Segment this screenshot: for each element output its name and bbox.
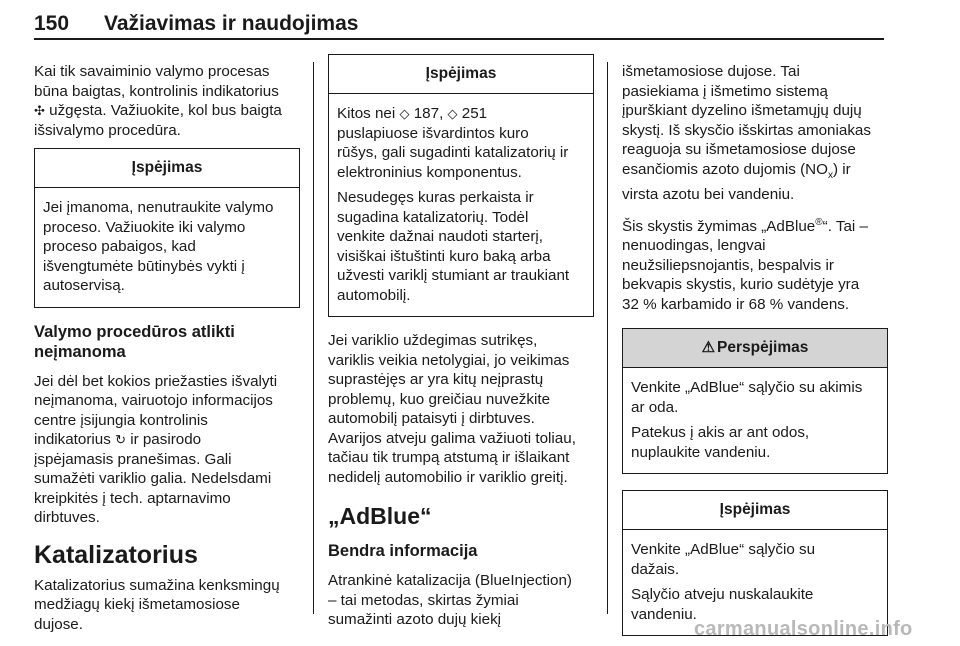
- caution-box-3: [622, 490, 888, 636]
- page-reference-arrow-icon: ◇: [447, 106, 458, 121]
- column-divider-2: [607, 62, 608, 614]
- page-reference-link[interactable]: 251: [461, 105, 488, 122]
- site-watermark: carmanualsonline.info: [694, 618, 913, 640]
- caution-box-2: [328, 54, 594, 317]
- column-3: [622, 62, 888, 646]
- caution-box-text: Jei įmanoma, nenutraukite valymo proceso. Važiuokite iki valymo proceso pabaigos, kad išvengtumėte būtinybės vykti į autoservisą.: [43, 199, 274, 294]
- caution-box-title: Įspėjimas: [329, 55, 593, 94]
- page-reference-arrow-icon: ◇: [399, 106, 410, 121]
- caution-box-text-2: Nesudegęs kuras perkaista ir sugadina katalizatorių. Todėl venkite dažnai naudoti starterį, visiškai ištuštinti kuro baką arba užvesti variklį stumiant ar traukiant automobilį.: [337, 189, 570, 304]
- caution-box-text-1: Venkite „AdBlue“ sąlyčio su dažais.: [631, 541, 816, 578]
- column-divider-1: [313, 62, 314, 614]
- exhaust-filter-indicator-icon: ✣: [34, 103, 45, 118]
- ignition-problem-paragraph: Jei variklio uždegimas sutrikęs, variklis veikia netolygiai, jo veikimas suprastėjęs ar yra kitų neįprastų problemų, kuo greičiau nuvežkite automobilį pataisyti į dirbtuves. Avarijos atveju galima važiuoti toliau, tačiau tik trumpą atstumą ir išlaikant nedidelį automobilio ir variklio greitį.: [328, 332, 576, 486]
- warning-box-title: ⚠ Perspėjimas: [623, 329, 887, 368]
- caution-box-title: Įspėjimas: [623, 491, 887, 530]
- section-heading-adblue: „AdBlue“: [328, 503, 432, 529]
- warning-box: [622, 328, 888, 474]
- warning-box-text-2: Patekus į akis ar ant odos, nuplaukite vandeniu.: [631, 424, 810, 461]
- warning-triangle-icon: ⚠: [701, 339, 716, 357]
- cleaning-impossible-paragraph: Jei dėl bet kokios priežasties išvalyti neįmanoma, vairuotojo informacijos centre įsijungia kontrolinis indikatorius ↻ ir pasirodo įspėjamasis pranešimas. Gali sumažėti variklio galia. Nedelsdami kreipkitės į tech. aptarnavimo dirbtuves.: [34, 372, 278, 526]
- page-title: Važiavimas ir naudojimas: [104, 12, 359, 35]
- section-heading-general-info: Bendra informacija: [328, 542, 478, 560]
- scr-description-paragraph: išmetamosiose dujose. Tai pasiekiama į išmetimo sistemą įpurškiant dyzelino išmetamųjų dujų skystį. Iš skysčio išskirtas amoniakas reaguoja su išmetamosiose dujose esančiomis azoto dujomis $(NO_x)$ ir virsta azotu bei vandeniu.: [622, 63, 871, 204]
- adblue-description-paragraph: Šis skystis žymimas „AdBlue®“. Tai – nenuodingas, lengvai neužsiliepsnojantis, bespalvis ir bekvapis skystis, kurio sudėtyje yra 32 % karbamido ir 68 % vandens.: [622, 216, 868, 313]
- caution-box-title: Įspėjimas: [35, 149, 299, 188]
- engine-check-indicator-icon: ↻: [115, 432, 126, 447]
- page-header: [34, 10, 884, 40]
- warning-box-text-1: Venkite „AdBlue“ sąlyčio su akimis ar oda.: [631, 379, 863, 416]
- page-number: 150: [34, 12, 70, 35]
- caution-box-1: [34, 148, 300, 308]
- scr-intro-paragraph: Atrankinė katalizacija (BlueInjection) – tai metodas, skirtas žymiai sumažinti azoto dujų kiekį: [328, 572, 572, 628]
- intro-paragraph: Kai tik savaiminio valymo procesas būna baigtas, kontrolinis indikatorius ✣ užgęsta. Važiuokite, kol bus baigta išsivalymo procedūra.: [34, 63, 282, 139]
- page-reference-link[interactable]: 187,: [413, 105, 444, 122]
- section-heading-cleaning-impossible: Valymo procedūros atlikti neįmanoma: [34, 322, 235, 361]
- section-heading-catalytic-converter: Katalizatorius: [34, 540, 198, 569]
- column-1: [34, 62, 300, 642]
- catalytic-converter-paragraph: Katalizatorius sumažina kenksmingų medžiagų kiekį išmetamosiose dujose.: [34, 576, 280, 633]
- caution-box-text-2: Sąlyčio atveju nuskalaukite vandeniu.: [631, 586, 814, 623]
- column-2: [328, 54, 594, 638]
- caution-box-text-1: Kitos nei ◇ 187, ◇ 251 puslapiuose išvardintos kuro rūšys, gali sugadinti katalizatorių ir elektroninius komponentus.: [337, 105, 569, 181]
